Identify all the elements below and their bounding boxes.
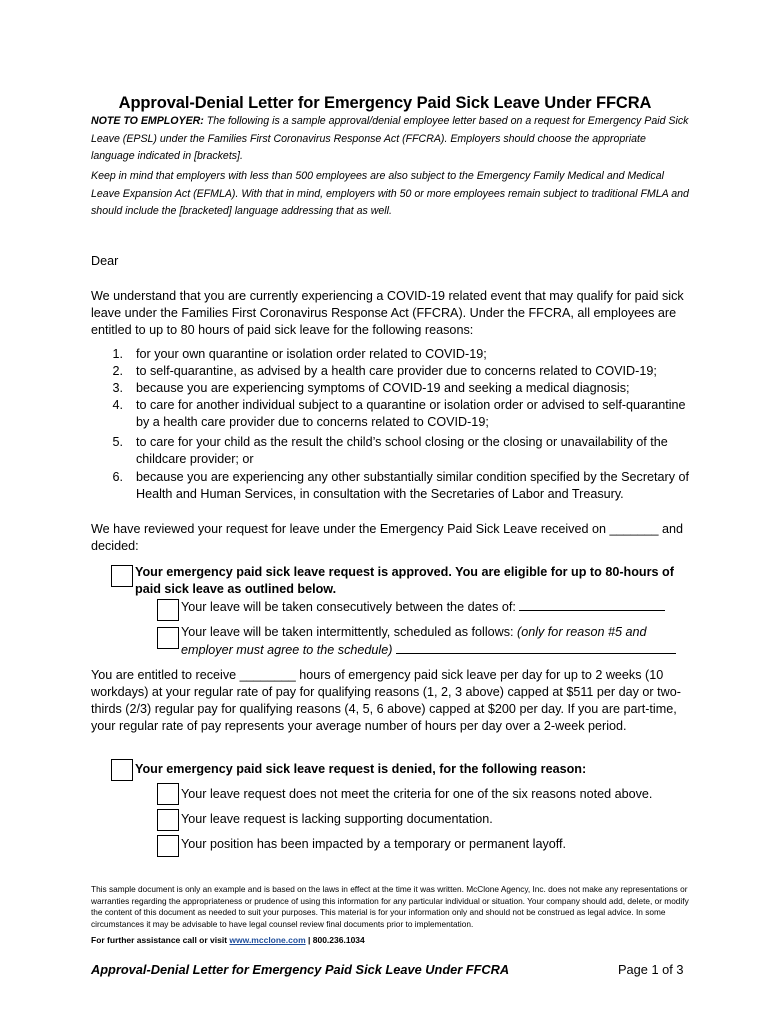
denied-reason-criteria: Your leave request does not meet the criteria for one of the six reasons noted above. xyxy=(181,787,653,801)
list-item: 4. to care for another individual subject to a quarantine or isolation order or advised to self-quarantine by a health care provider due to concerns related to COVID-19; xyxy=(112,398,686,429)
list-item: 6. because you are experiencing any other substantially similar condition specified by the Secretary of Health and Human Services, in consultation with the Secretaries of Labor and Treasury. xyxy=(112,470,690,501)
page-number: Page 1 of 3 xyxy=(618,962,684,977)
entitled-paragraph: You are entitled to receive ________ hours of emergency paid sick leave per day for up to 2 weeks (10 workdays) at your regular rate of pay for qualifying reasons (1, 2, 3 above) capped at $511 per day or two-thirds (2/3) regular pay for qualifying reasons (4, 5, 6 above) capped at $200 per day. If you are part-time, your regular rate of pay represents your average number of hours per day over a 2-week period. xyxy=(91,668,681,733)
employer-note-label: NOTE TO EMPLOYER: xyxy=(91,115,204,127)
approved-heading: Your emergency paid sick leave request is approved. You are eligible for up to 80-hours of paid sick leave as outlined below. xyxy=(135,565,674,596)
denied-reason-documentation-checkbox[interactable] xyxy=(157,809,179,831)
consecutive-checkbox[interactable] xyxy=(157,599,179,621)
intro-paragraph: We understand that you are currently experiencing a COVID-19 related event that may qualify for paid sick leave under the Families First Coronavirus Response Act (FFCRA). Under the FFCRA, all employees are entitled to up to 80 hours of paid sick leave for the following reasons: xyxy=(91,289,684,337)
denied-heading: Your emergency paid sick leave request is denied, for the following reason: xyxy=(135,762,587,776)
list-item: 2. to self-quarantine, as advised by a health care provider due to concerns related to COVID-19; xyxy=(112,364,657,378)
denied-checkbox[interactable] xyxy=(111,759,133,781)
list-item: 3. because you are experiencing symptoms of COVID-19 and seeking a medical diagnosis; xyxy=(112,381,630,395)
denied-reason-layoff-checkbox[interactable] xyxy=(157,835,179,857)
denied-reason-layoff: Your position has been impacted by a temporary or permanent layoff. xyxy=(181,837,567,851)
reviewed-paragraph: We have reviewed your request for leave under the Emergency Paid Sick Leave received on _______ and decided: xyxy=(91,522,684,553)
list-item: 1. for your own quarantine or isolation order related to COVID-19; xyxy=(112,347,487,361)
phone-number: 800.236.1034 xyxy=(312,935,365,945)
intermittent-note: (only for reason #5 and employer must agree to the schedule) xyxy=(181,625,647,657)
employer-note-text: The following is a sample approval/denial employee letter based on a request for Emergency Paid Sick Leave (EPSL) under the Families First Coronavirus Response Act (FFCRA). Employers should choose the appropriate language indicated in [brackets]. xyxy=(91,115,689,162)
efmla-note: Keep in mind that employers with less than 500 employees are also subject to the Emergency Family Medical and Medical Leave Expansion Act (EFMLA). With that in mind, employers with 50 or more employees remain subject to traditional FMLA and should include the [bracketed] language addressing that as well. xyxy=(91,170,689,217)
page-title: Approval-Denial Letter for Emergency Paid Sick Leave Under FFCRA xyxy=(118,94,652,112)
hours-per-day-blank[interactable]: ________ xyxy=(239,668,296,682)
denied-reason-criteria-checkbox[interactable] xyxy=(157,783,179,805)
list-item: 5. to care for your child as the result the child’s school closing or the closing or unavailability of the childcare provider; or xyxy=(112,435,668,466)
website-link[interactable]: www.mcclone.com xyxy=(229,935,306,945)
footer-title: Approval-Denial Letter for Emergency Paid Sick Leave Under FFCRA xyxy=(91,962,510,977)
denied-reason-documentation: Your leave request is lacking supporting documentation. xyxy=(181,812,493,826)
intermittent-schedule-field[interactable] xyxy=(396,641,676,654)
received-date-blank[interactable]: _______ xyxy=(609,522,659,536)
salutation: Dear xyxy=(91,254,119,268)
consecutive-option: Your leave will be taken consecutively between the dates of: xyxy=(181,598,701,616)
intermittent-checkbox[interactable] xyxy=(157,627,179,649)
intermittent-option: Your leave will be taken intermittently, scheduled as follows: (only for reason #5 and employer must agree to the schedule) xyxy=(181,624,691,659)
employer-note xyxy=(91,113,691,166)
approved-checkbox[interactable] xyxy=(111,565,133,587)
disclaimer: This sample document is only an example and is based on the laws in effect at the time it was written. McClone Agency, Inc. does not make any representations or warranties regarding the appropriateness or prudence of using this information for any particular individual or situation. Your company should add, delete, or modify the content of this document as needed to suit your purposes. This material is for your information only and should not be construed as legal advice. In some circumstances it may be advisable to have legal counsel review final documents prior to implementation. xyxy=(91,884,689,929)
assistance-line: For further assistance call or visit www.mcclone.com | 800.236.1034 xyxy=(91,935,365,945)
consecutive-dates-field[interactable] xyxy=(519,598,665,611)
